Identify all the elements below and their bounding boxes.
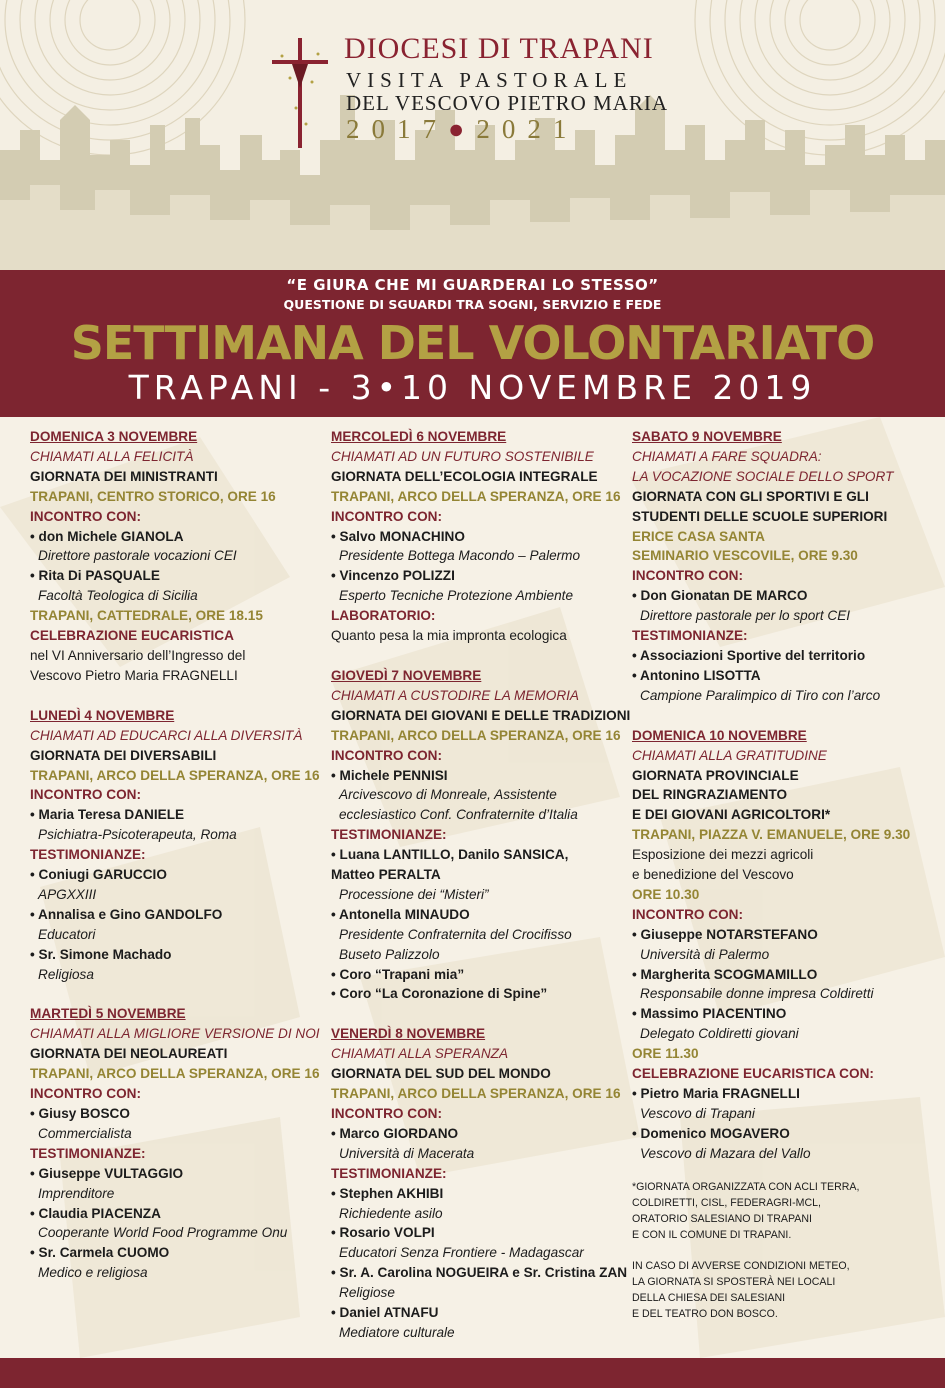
participant-role: Direttore pastorale per lo sport CEI <box>640 608 851 624</box>
participant-role: Psichiatra-Psicoterapeuta, Roma <box>38 827 237 843</box>
event-title: GIORNATA DEL SUD DEL MONDO <box>331 1066 551 1082</box>
participant: • Don Gionatan DE MARCO <box>632 588 808 604</box>
bishop-label: DEL VESCOVO PIETRO MARIA <box>346 91 669 115</box>
year-start: 2017 <box>346 114 448 144</box>
participant-role: Esperto Tecniche Protezione Ambiente <box>339 588 574 604</box>
section-label: TESTIMONIANZE: <box>30 847 146 863</box>
participant: • Rita Di PASQUALE <box>30 568 160 584</box>
section-label: INCONTRO CON: <box>30 1086 142 1102</box>
section-label: INCONTRO CON: <box>331 747 443 763</box>
participant-role: Cooperante World Food Programme Onu <box>38 1225 288 1241</box>
spacer <box>30 686 325 706</box>
venue-time: TRAPANI, ARCO DELLA SPERANZA, ORE 16 <box>30 1066 320 1082</box>
participant-role: Arcivescovo di Monreale, Assistente <box>339 787 557 803</box>
venue-time: TRAPANI, ARCO DELLA SPERANZA, ORE 16 <box>331 727 621 743</box>
section-label: INCONTRO CON: <box>331 508 443 524</box>
day-heading: MARTEDÌ 5 NOVEMBRE <box>30 1006 186 1022</box>
section-label: INCONTRO CON: <box>632 906 744 922</box>
participant-role: Educatori Senza Frontiere - Madagascar <box>339 1245 584 1261</box>
year-separator-dot: ● <box>448 114 477 144</box>
year-end: 2021 <box>476 114 579 144</box>
participant: • Salvo MONACHINO <box>331 528 465 544</box>
participant-role: Imprenditore <box>38 1185 115 1201</box>
participant: • Coro “La Coronazione di Spine” <box>331 986 548 1002</box>
weather-note: E DEL TEATRO DON BOSCO. <box>632 1307 778 1320</box>
section-label: INCONTRO CON: <box>30 787 142 803</box>
participant: • Pietro Maria FRAGNELLI <box>632 1086 800 1101</box>
participant: • Coro “Trapani mia” <box>331 966 465 982</box>
section-label: CELEBRAZIONE EUCARISTICA CON: <box>632 1066 874 1082</box>
participant: • Michele PENNISI <box>331 767 448 783</box>
city-date: TRAPANI - 3•10 NOVEMBRE 2019 <box>128 368 817 407</box>
participant-role: Vescovo di Trapani <box>640 1105 755 1121</box>
participant-role: Campione Paralimpico di Tiro con l’arco <box>640 687 881 703</box>
weather-note: LA GIORNATA SI SPOSTERÀ NEI LOCALI <box>632 1275 836 1288</box>
participant: • Massimo PIACENTINO <box>632 1006 787 1022</box>
theme-label: LA VOCAZIONE SOCIALE DELLO SPORT <box>632 468 894 484</box>
participant-role: Educatori <box>38 926 96 942</box>
participant: • Margherita SCOGMAMILLO <box>632 966 818 982</box>
event-title: GIORNATA DEI MINISTRANTI <box>30 468 218 484</box>
participant: • Coniugi GARUCCIO <box>30 867 167 883</box>
venue-time: ORE 10.30 <box>632 886 700 902</box>
theme-label: CHIAMATI ALLA GRATITUDINE <box>632 747 827 763</box>
venue-time: TRAPANI, CENTRO STORICO, ORE 16 <box>30 488 276 504</box>
title-banner <box>0 270 945 417</box>
column-wednesday-friday <box>331 427 631 1343</box>
section-label: TESTIMONIANZE: <box>331 827 447 843</box>
day-heading: MERCOLEDÌ 6 NOVEMBRE <box>331 429 507 444</box>
participant-role: Commercialista <box>38 1125 132 1141</box>
participant-role: Richiedente asilo <box>339 1205 443 1221</box>
participant-role: APGXXIII <box>38 886 97 902</box>
spacer <box>632 1164 932 1179</box>
section-label: TESTIMONIANZE: <box>331 1165 447 1181</box>
organizers-note: COLDIRETTI, CISL, FEDERAGRI-MCL, <box>632 1196 821 1209</box>
participant: • Claudia PIACENZA <box>30 1205 161 1221</box>
main-title: SETTIMANA DEL VOLONTARIATO <box>70 316 875 370</box>
participant: • Sr. Simone Machado <box>30 946 172 962</box>
participant: • Stephen AKHIBI <box>331 1185 444 1201</box>
event-title: GIORNATA DEI GIOVANI E DELLE TRADIZIONI <box>331 707 631 723</box>
column-monday-tuesday <box>30 427 325 1283</box>
day-heading: GIOVEDÌ 7 NOVEMBRE <box>331 667 482 683</box>
participant: • Associazioni Sportive del territorio <box>632 647 866 663</box>
theme-label: CHIAMATI A CUSTODIRE LA MEMORIA <box>331 687 579 703</box>
spacer <box>632 1243 932 1258</box>
theme-label: CHIAMATI A FARE SQUADRA: <box>632 448 822 464</box>
description: e benedizione del Vescovo <box>632 867 794 883</box>
spacer <box>331 646 626 666</box>
years-label <box>346 114 578 145</box>
participant: • don Michele GIANOLA <box>30 528 184 544</box>
participant-role: Mediatore culturale <box>339 1324 455 1340</box>
participant: • Sr. A. Carolina NOGUEIRA e Sr. Cristina ZAN <box>331 1265 628 1281</box>
spacer <box>632 706 932 726</box>
poster-header <box>0 0 945 270</box>
participant-role: Delegato Coldiretti giovani <box>640 1026 799 1042</box>
diocese-logo-block <box>270 28 690 148</box>
day-heading: DOMENICA 3 NOVEMBRE <box>30 429 198 444</box>
event-title: STUDENTI DELLE SCUOLE SUPERIORI <box>632 508 888 524</box>
participant: • Daniel ATNAFU <box>331 1305 439 1321</box>
section-label: TESTIMONIANZE: <box>632 628 748 644</box>
participant-role: Università di Palermo <box>640 946 770 962</box>
participant: • Antonella MINAUDO <box>331 906 470 922</box>
section-label: INCONTRO CON: <box>30 508 142 524</box>
column-saturday-sunday <box>632 427 932 1322</box>
event-title: DEL RINGRAZIAMENTO <box>632 787 788 803</box>
theme-label: CHIAMATI ALLA MIGLIORE VERSIONE DI NOI <box>30 1026 320 1042</box>
participant: • Luana LANTILLO, Danilo SANSICA, <box>331 847 569 863</box>
day-heading: LUNEDÌ 4 NOVEMBRE <box>30 707 175 723</box>
theme-label: CHIAMATI ALLA SPERANZA <box>331 1046 509 1062</box>
participant-role: Religiosa <box>38 966 94 982</box>
event-title: E DEI GIOVANI AGRICOLTORI* <box>632 807 831 823</box>
programme-content <box>0 417 945 1358</box>
participant-role: Presidente Confraternita del Crocifisso <box>339 926 572 942</box>
description: Esposizione dei mezzi agricoli <box>632 847 814 863</box>
crucifix-icon <box>270 38 330 148</box>
venue-time: TRAPANI, ARCO DELLA SPERANZA, ORE 16 <box>331 488 621 504</box>
diocese-title: DIOCESI DI TRAPANI <box>344 32 654 65</box>
day-heading: VENERDÌ 8 NOVEMBRE <box>331 1026 486 1042</box>
theme-label: CHIAMATI AD EDUCARCI ALLA DIVERSITÀ <box>30 727 303 743</box>
participant-role: Buseto Palizzolo <box>339 946 440 962</box>
participant-role: ecclesiastico Conf. Confraternite d’Italia <box>339 807 578 823</box>
participant-role: Religiose <box>339 1285 395 1301</box>
subquote: QUESTIONE DI SGUARDI TRA SOGNI, SERVIZIO E FEDE <box>283 297 662 312</box>
organizers-note: *GIORNATA ORGANIZZATA CON ACLI TERRA, <box>632 1180 860 1193</box>
venue-time: SEMINARIO VESCOVILE, ORE 9.30 <box>632 548 858 564</box>
section-label: TESTIMONIANZE: <box>30 1145 146 1161</box>
quote: “E GIURA CHE MI GUARDERAI LO STESSO” <box>286 276 659 294</box>
participant: Matteo PERALTA <box>331 867 441 883</box>
participant: • Antonino LISOTTA <box>632 667 761 683</box>
theme-label: CHIAMATI AD UN FUTURO SOSTENIBILE <box>331 448 594 464</box>
participant: • Annalisa e Gino GANDOLFO <box>30 906 223 922</box>
venue-time: TRAPANI, ARCO DELLA SPERANZA, ORE 16 <box>331 1086 621 1102</box>
participant-role: Direttore pastorale vocazioni CEI <box>38 548 237 564</box>
weather-note: IN CASO DI AVVERSE CONDIZIONI METEO, <box>632 1259 850 1272</box>
section-label: INCONTRO CON: <box>331 1106 443 1121</box>
participant-role: Presidente Bottega Macondo – Palermo <box>339 548 581 564</box>
participant: • Sr. Carmela CUOMO <box>30 1245 170 1261</box>
venue-time: TRAPANI, CATTEDRALE, ORE 18.15 <box>30 608 263 624</box>
event-title: GIORNATA DEI NEOLAUREATI <box>30 1046 228 1062</box>
footer-bar <box>0 1358 945 1388</box>
weather-note: DELLA CHIESA DEI SALESIANI <box>632 1291 786 1304</box>
participant: • Vincenzo POLIZZI <box>331 568 455 584</box>
event-title: GIORNATA DEI DIVERSABILI <box>30 747 217 763</box>
venue-time: ORE 11.30 <box>632 1046 699 1062</box>
description: Vescovo Pietro Maria FRAGNELLI <box>30 667 238 683</box>
event-title: GIORNATA CON GLI SPORTIVI E GLI <box>632 488 869 504</box>
spacer <box>30 984 325 1004</box>
participant: • Domenico MOGAVERO <box>632 1125 790 1141</box>
participant: • Rosario VOLPI <box>331 1225 435 1241</box>
venue-time: ERICE CASA SANTA <box>632 528 765 544</box>
day-heading: DOMENICA 10 NOVEMBRE <box>632 727 807 743</box>
participant-role: Università di Macerata <box>339 1145 475 1161</box>
theme-label: CHIAMATI ALLA FELICITÀ <box>30 448 194 464</box>
organizers-note: E CON IL COMUNE DI TRAPANI. <box>632 1228 792 1241</box>
participant-role: Vescovo di Mazara del Vallo <box>640 1145 811 1161</box>
section-label: CELEBRAZIONE EUCARISTICA <box>30 628 234 644</box>
participant-role: Responsabile donne impresa Coldiretti <box>640 986 874 1002</box>
description: Quanto pesa la mia impronta ecologica <box>331 628 567 644</box>
participant-role: Facoltà Teologica di Sicilia <box>38 588 198 604</box>
organizers-note: ORATORIO SALESIANO DI TRAPANI <box>632 1212 812 1225</box>
event-title: GIORNATA DELL’ECOLOGIA INTEGRALE <box>331 468 598 484</box>
venue-time: TRAPANI, PIAZZA V. EMANUELE, ORE 9.30 <box>632 827 911 843</box>
participant: • Giuseppe VULTAGGIO <box>30 1165 184 1181</box>
participant-role: Processione dei “Misteri” <box>339 886 489 902</box>
venue-time: TRAPANI, ARCO DELLA SPERANZA, ORE 16 <box>30 767 320 783</box>
section-label: LABORATORIO: <box>331 608 436 624</box>
spacer <box>331 1004 626 1024</box>
event-title: GIORNATA PROVINCIALE <box>632 767 799 783</box>
participant: • Giusy BOSCO <box>30 1106 130 1121</box>
day-heading: SABATO 9 NOVEMBRE <box>632 429 782 444</box>
participant: • Maria Teresa DANIELE <box>30 807 185 823</box>
participant-role: Medico e religiosa <box>38 1265 148 1281</box>
description: nel VI Anniversario dell’Ingresso del <box>30 647 246 663</box>
pastoral-visit-label: VISITA PASTORALE <box>346 68 633 92</box>
section-label: INCONTRO CON: <box>632 568 744 584</box>
participant: • Marco GIORDANO <box>331 1125 459 1141</box>
participant: • Giuseppe NOTARSTEFANO <box>632 926 818 942</box>
